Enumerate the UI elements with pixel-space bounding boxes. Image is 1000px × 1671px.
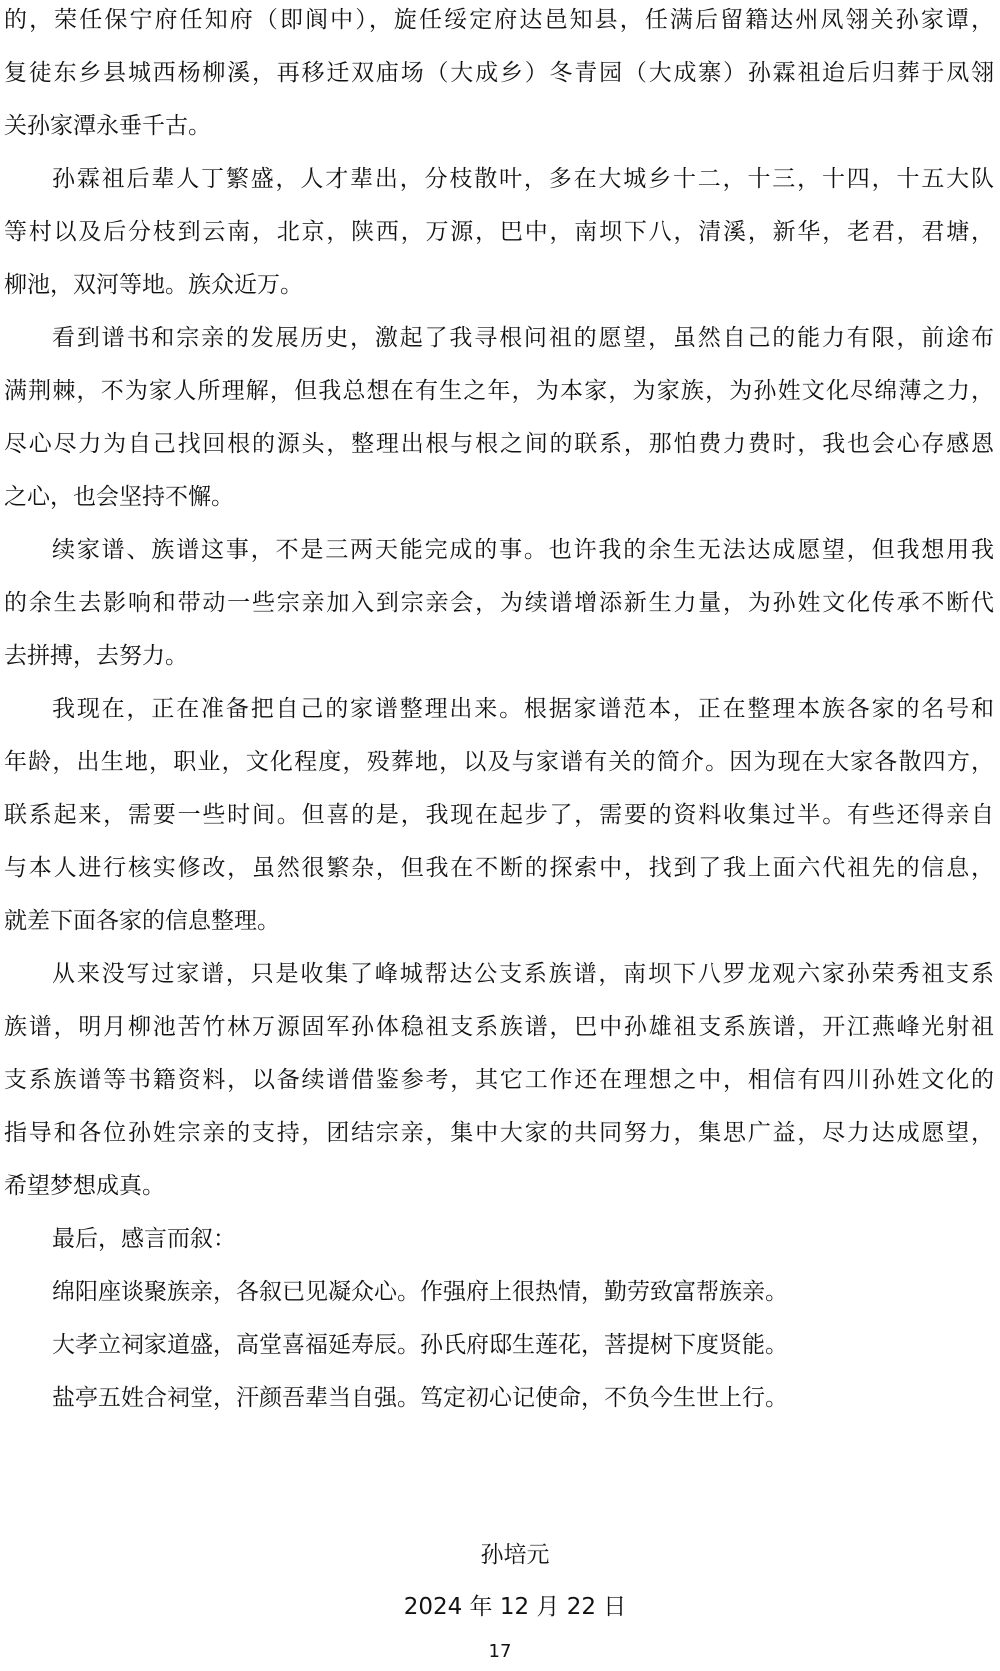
text-line: 满荆棘，不为家人所理解，但我总想在有生之年，为本家，为家族，为孙姓文化尽绵薄之力， (4, 378, 994, 404)
author-signature: 孙培元 (480, 1542, 550, 1568)
poem-line: 绵阳座谈聚族亲，各叙已见凝众心。作强府上很热情，勤劳致富帮族亲。 (52, 1279, 788, 1305)
poem-line: 大孝立祠家道盛，高堂喜福延寿辰。孙氏府邸生莲花，菩提树下度贤能。 (52, 1332, 788, 1358)
text-line: 年龄，出生地，职业，文化程度，殁葬地，以及与家谱有关的简介。因为现在大家各散四方， (4, 749, 994, 775)
text-line: 关孙家潭永垂千古。 (4, 113, 211, 139)
text-line: 就差下面各家的信息整理。 (4, 908, 280, 934)
page-number: 17 (488, 1641, 512, 1662)
text-line: 去拼搏，去努力。 (4, 643, 188, 669)
text-line: 族谱，明月柳池苦竹林万源固军孙体稳祖支系族谱，巴中孙雄祖支系族谱，开江燕峰光射祖 (4, 1014, 994, 1040)
document-body (4, 0, 994, 1431)
text-line: 联系起来，需要一些时间。但喜的是，我现在起步了，需要的资料收集过半。有些还得亲自 (4, 802, 994, 828)
text-line: 之心，也会坚持不懈。 (4, 484, 234, 510)
text-line: 复徒东乡县城西杨柳溪，再移迁双庙场（大成乡）冬青园（大成寨）孙霖祖迨后归葬于凤翎 (4, 60, 994, 86)
text-line: 与本人进行核实修改，虽然很繁杂，但我在不断的探索中，找到了我上面六代祖先的信息， (4, 855, 994, 881)
text-line: 支系族谱等书籍资料，以备续谱借鉴参考，其它工作还在理想之中，相信有四川孙姓文化的 (4, 1067, 994, 1093)
document-date: 2024 年 12 月 22 日 (403, 1594, 627, 1620)
text-line: 的余生去影响和带动一些宗亲加入到宗亲会，为续谱增添新生力量，为孙姓文化传承不断代 (4, 590, 994, 616)
text-line: 希望梦想成真。 (4, 1173, 165, 1199)
text-line: 尽心尽力为自己找回根的源头，整理出根与根之间的联系，那怕费力费时，我也会心存感恩 (4, 431, 994, 457)
text-line: 从来没写过家谱，只是收集了峰城帮达公支系族谱，南坝下八罗龙观六家孙荣秀祖支系 (52, 961, 994, 987)
text-line: 柳池，双河等地。族众近万。 (4, 272, 303, 298)
text-line: 的，荣任保宁府任知府（即阆中），旋任绥定府达邑知县，任满后留籍达州凤翎关孙家谭， (4, 7, 994, 33)
text-line: 指导和各位孙姓宗亲的支持，团结宗亲，集中大家的共同努力，集思广益，尽力达成愿望， (4, 1120, 994, 1146)
text-line: 孙霖祖后辈人丁繁盛，人才辈出，分枝散叶，多在大城乡十二，十三，十四，十五大队 (52, 166, 994, 192)
text-line: 续家谱、族谱这事，不是三两天能完成的事。也许我的余生无法达成愿望，但我想用我 (52, 537, 994, 563)
text-line: 看到谱书和宗亲的发展历史，激起了我寻根问祖的愿望，虽然自己的能力有限，前途布 (52, 325, 994, 351)
text-line: 最后，感言而叙： (52, 1226, 236, 1252)
text-line: 我现在，正在准备把自己的家谱整理出来。根据家谱范本，正在整理本族各家的名号和 (52, 696, 994, 722)
poem-line: 盐亭五姓合祠堂，汗颜吾辈当自强。笃定初心记使命，不负今生世上行。 (52, 1385, 788, 1411)
text-line: 等村以及后分枝到云南，北京，陕西，万源，巴中，南坝下八，清溪，新华，老君，君塘， (4, 219, 994, 245)
